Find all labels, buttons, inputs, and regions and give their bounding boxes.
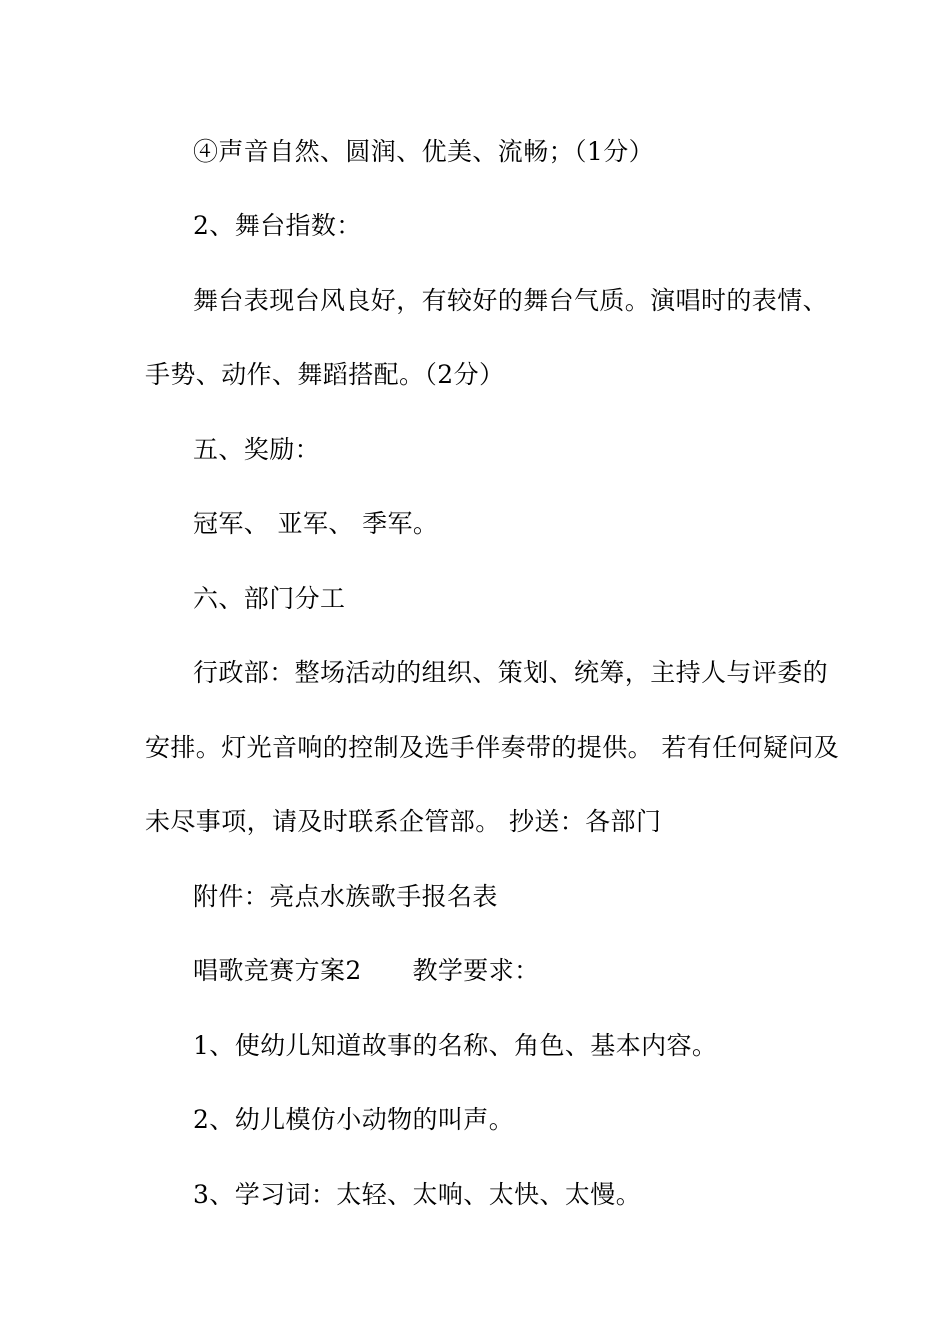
- text-line-score-voice: ④声音自然、圆润、优美、流畅；（1分）: [193, 137, 655, 166]
- text-line-requirement-2: 2、幼儿模仿小动物的叫声。: [193, 1105, 515, 1134]
- text-line-stage-performance-cont: 手势、动作、舞蹈搭配。（2分）: [145, 360, 505, 389]
- text-line-rewards: 冠军、 亚军、 季军。: [193, 509, 439, 538]
- text-line-attachment: 附件：亮点水族歌手报名表: [193, 882, 498, 911]
- text-line-stage-index-heading: 2、舞台指数：: [193, 211, 362, 240]
- text-line-requirement-3: 3、学习词：太轻、太响、太快、太慢。: [193, 1180, 642, 1209]
- text-line-stage-performance: 舞台表现台风良好，有较好的舞台气质。演唱时的表情、: [193, 286, 829, 315]
- text-line-admin-dept-cont: 安排。灯光音响的控制及选手伴奏带的提供。 若有任何疑问及: [145, 733, 840, 762]
- text-line-plan-2-heading: 唱歌竞赛方案2 教学要求：: [193, 956, 540, 985]
- text-line-admin-dept: 行政部：整场活动的组织、策划、统筹，主持人与评委的: [193, 658, 829, 687]
- text-line-requirement-1: 1、使幼儿知道故事的名称、角色、基本内容。: [193, 1031, 718, 1060]
- text-line-contact: 未尽事项，请及时联系企管部。 抄送：各部门: [145, 807, 662, 836]
- text-line-division-heading: 六、部门分工: [193, 584, 346, 613]
- text-line-rewards-heading: 五、奖励：: [193, 435, 321, 464]
